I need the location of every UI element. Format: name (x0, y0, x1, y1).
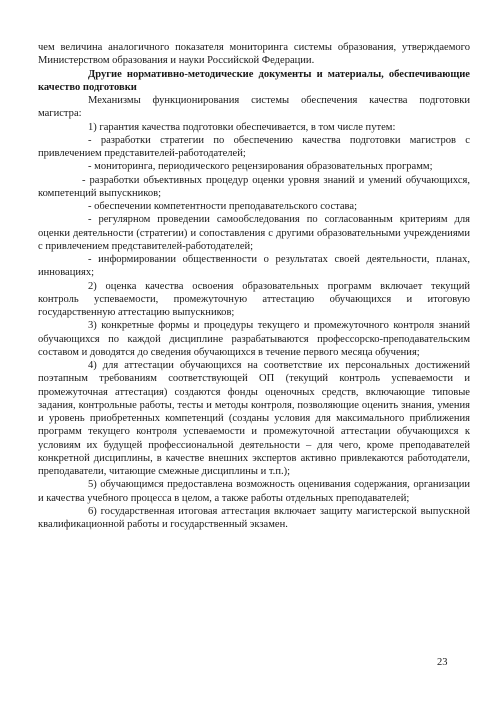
body-text (38, 41, 470, 531)
paragraph-mechanisms: Механизмы функционирования системы обеспечения качества подготовки магистра: (38, 95, 470, 120)
list-item-6: 6) государственная итоговая аттестация включает защиту магистерской выпускной квалификационной работы и государственный экзамен. (38, 505, 470, 530)
section-heading: Другие нормативно-методические документы и материалы, обеспечивающие качество подготовки (38, 68, 470, 93)
list-item-5: 5) обучающимся предоставлена возможность оценивания содержания, организации и качества учебного процесса в целом, а также работы отдельных преподавателей; (38, 479, 470, 504)
list-item-1: 1) гарантия качества подготовки обеспечивается, в том числе путем: (88, 121, 396, 133)
sub-item-informing: - информировании общественности о результатах своей деятельности, планах, инновациях; (38, 254, 470, 279)
sub-item-strategy: - разработки стратегии по обеспечению качества подготовки магистров с привлечением представителей-работодателей; (38, 134, 470, 159)
sub-item-self-assessment: - регулярном проведении самообследования по согласованным критериям для оценки деятельности (стратегии) и сопоставления с другими образовательными учреждениями с привлечением представителей-работодателей; (38, 214, 470, 252)
page-number: 23 (437, 657, 448, 668)
sub-item-monitoring: - мониторинга, периодического рецензирования образовательных программ; (88, 161, 433, 173)
list-item-2: 2) оценка качества освоения образовательных программ включает текущий контроль успеваемости, промежуточную аттестацию обучающихся и итоговую государственную аттестацию выпускников; (38, 280, 470, 318)
list-item-4: 4) для аттестации обучающихся на соответствие их персональных достижений поэтапным требованиям соответствующей ОП (текущий контроль успеваемости и промежуточная аттестация) создаются фонды оценочных средств, включающие типовые задания, контрольные работы, тесты и методы контроля, позволяющие оценить знания, умения и уровень приобретенных компетенций (созданы условия для максимального приближения программ текущего контроля успеваемости и промежуточной аттестации обучающихся к условиям их будущей профессиональной деятельности – для чего, кроме преподавателей конкретной дисциплины, в качестве внешних экспертов активно привлекаются работодатели, преподаватели, читающие смежные дисциплины и т.п.); (38, 360, 470, 477)
sub-item-competence: - обеспечении компетентности преподавательского состава; (88, 201, 358, 212)
paragraph-continuation: чем величина аналогичного показателя мониторинга системы образования, утверждаемого Министерством образования и науки Российской Федерации. (38, 42, 470, 67)
list-item-3: 3) конкретные формы и процедуры текущего и промежуточного контроля знаний обучающихся по каждой дисциплине разрабатываются профессорско-преподавательским составом и доводятся до сведения обучающихся в течение первого месяца обучения; (38, 320, 470, 358)
sub-item-procedures: - разработки объективных процедур оценки уровня знаний и умений обучающихся, компетенций выпускников; (38, 174, 470, 199)
